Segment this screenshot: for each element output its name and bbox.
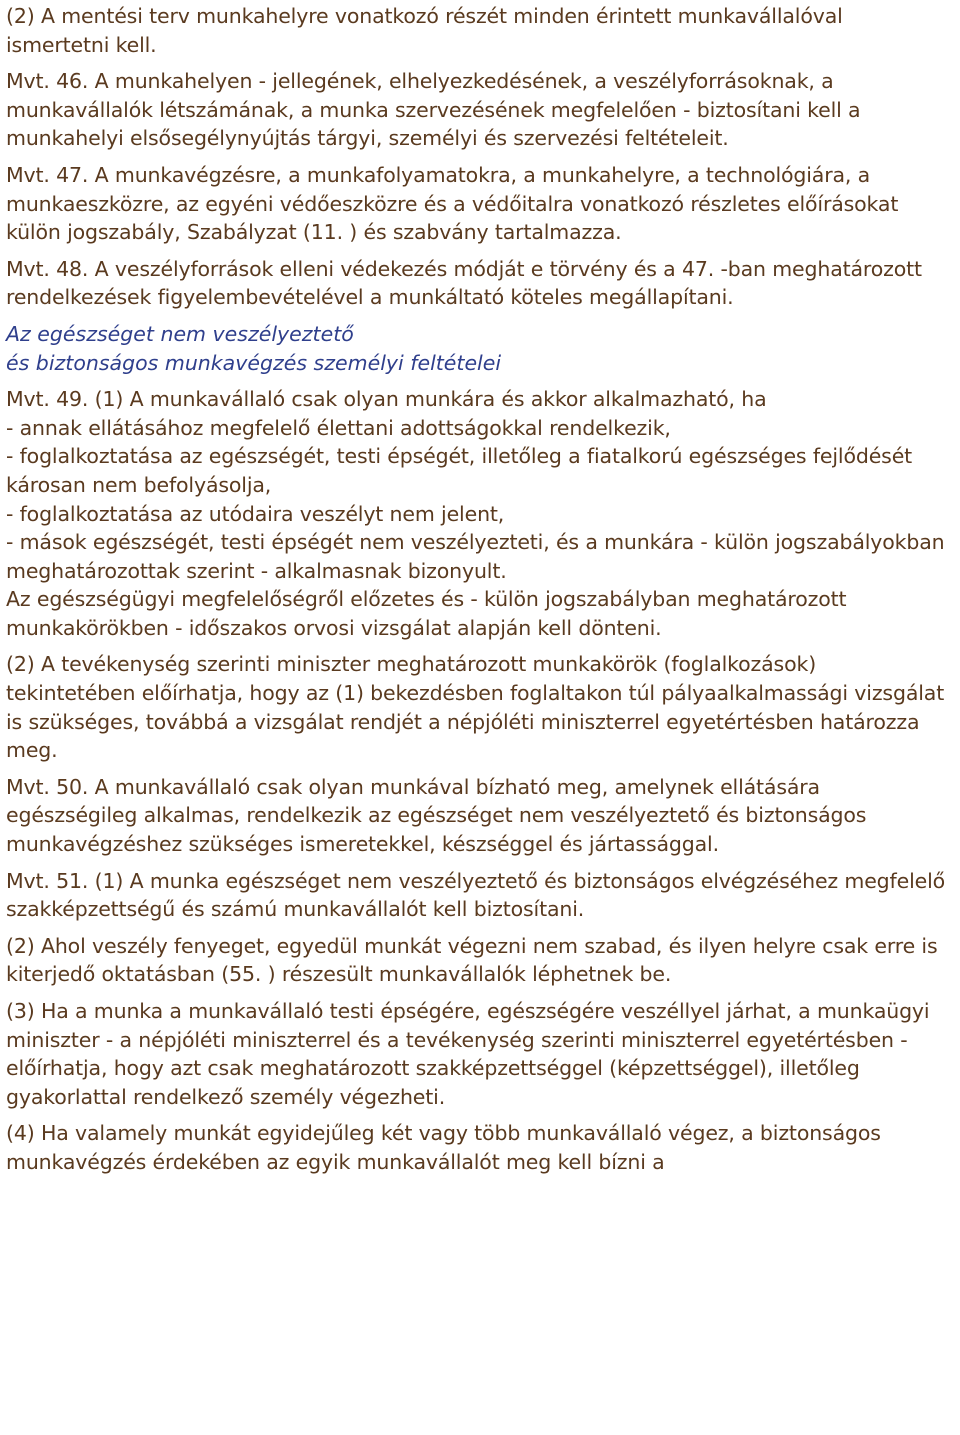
paragraph-mvt-51-3: (3) Ha a munka a munkavállaló testi épségére, egészségére veszéllyel járhat, a munkaügyi miniszter - a népjóléti miniszterrel és a tevékenység szerinti miniszterrel egyetértésben - előírhatja, hogy azt csak meghatározott szakképzettséggel (képzettséggel), illetőleg gyakorlattal rendelkező személy végezheti. [6, 999, 930, 1109]
paragraph-mvt-49-intro: Mvt. 49. (1) A munkavállaló csak olyan munkára és akkor alkalmazható, ha [6, 387, 767, 412]
paragraph-mvt-49-2: (2) A tevékenység szerinti miniszter meghatározott munkakörök (foglalkozások) tekintetében előírhatja, hogy az (1) bekezdésben foglaltakon túl pályaalkalmassági vizsgálat is szükséges, továbbá a vizsgálat rendjét a népjóléti miniszterrel egyetértésben határozza meg. [6, 652, 945, 763]
paragraph-mentesi-terv: (2) A mentési terv munkahelyre vonatkozó részét minden érintett munkavállalóval ismertetni kell. [6, 4, 843, 57]
section-heading-line-2: és biztonságos munkavégzés személyi feltételei [6, 350, 502, 375]
section-heading [6, 320, 950, 377]
paragraph-mvt-51-1: Mvt. 51. (1) A munka egészséget nem veszélyeztető és biztonságos elvégzéséhez megfelelő szakképzettségű és számú munkavállalót kell biztosítani. [6, 868, 946, 922]
section-heading-line-1: Az egészséget nem veszélyeztető [6, 321, 354, 346]
list-item-fiatalkoru: - foglalkoztatása az egészségét, testi épségét, illetőleg a fiatalkorú egészséges fejlődését károsan nem befolyásolja, [6, 444, 913, 497]
paragraph-orvosi-vizsgalat: Az egészségügyi megfelelőségről előzetes és - külön jogszabályban meghatározott munkakörökben - időszakos orvosi vizsgálat alapján kell dönteni. [6, 587, 847, 640]
list-item-masok: - mások egészségét, testi épségét nem veszélyezteti, és a munkára - külön jogszabályokban meghatározottak szerint - alkalmasnak bizonyult. [6, 530, 945, 583]
list-item-utodaira: - foglalkoztatása az utódaira veszélyt nem jelent, [6, 501, 505, 526]
paragraph-mvt-47: Mvt. 47. A munkavégzésre, a munkafolyamatokra, a munkahelyre, a technológiára, a munkaeszközre, az egyéni védőeszközre és a védőitalra vonatkozó részletes előírásokat külön jogszabály, Szabályzat (11. ) és szabvány tartalmazza. [6, 162, 899, 245]
paragraph-mvt-46: Mvt. 46. A munkahelyen - jellegének, elhelyezkedésének, a veszélyforrásoknak, a munkavállalók létszámának, a munka szervezésének megfelelően - biztosítani kell a munkahelyi elsősegélynyújtás tárgyi, személyi és szervezési feltételeit. [6, 69, 861, 151]
paragraph-mvt-48: Mvt. 48. A veszélyforrások elleni védekezés módját e törvény és a 47. -ban meghatározott rendelkezések figyelembevételével a munkáltató köteles megállapítani. [6, 256, 922, 310]
paragraph-mvt-51-4: (4) Ha valamely munkát egyidejűleg két vagy több munkavállaló végez, a biztonságos munkavégzés érdekében az egyik munkavállalót meg kell bízni a [6, 1121, 881, 1174]
paragraph-mvt-51-2: (2) Ahol veszély fenyeget, egyedül munkát végezni nem szabad, és ilyen helyre csak erre is kiterjedő oktatásban (55. ) részesült munkavállalók léphetnek be. [6, 933, 938, 987]
paragraph-mvt-50: Mvt. 50. A munkavállaló csak olyan munkával bízható meg, amelynek ellátására egészségileg alkalmas, rendelkezik az egészséget nem veszélyeztető és biztonságos munkavégzéshez szükséges ismeretekkel, készséggel és jártassággal. [6, 774, 867, 857]
list-item-elettani: - annak ellátásához megfelelő élettani adottságokkal rendelkezik, [6, 415, 671, 440]
